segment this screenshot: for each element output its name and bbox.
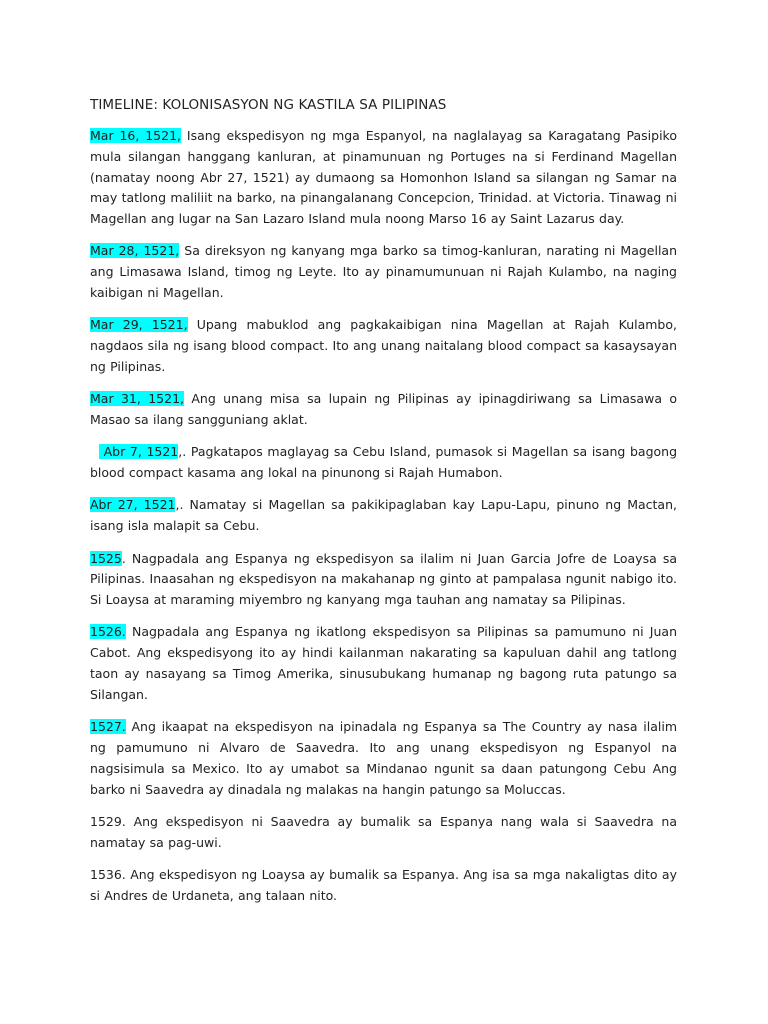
- entry-text: Sa direksyon ng kanyang mga barko sa timog-kanluran, narating ni Magellan ang Limasawa Island, timog ng Leyte. Ito ay pinamumunuan ni Rajah Kulambo, na naging kaibigan ni Magellan.: [90, 243, 678, 301]
- timeline-entry: [90, 315, 677, 377]
- entry-text: ,. Pagkatapos maglayag sa Cebu Island, pumasok si Magellan sa isang bagong blood compact kasama ang lokal na pinunong si Rajah Humabon.: [90, 444, 678, 481]
- entry-text: Nagpadala ang Espanya ng ikatlong ekspedisyon sa Pilipinas sa pamumuno ni Juan Cabot. Ang ekspedisyong ito ay hindi kailanman nakarating sa kapuluan dahil ang tatlong taon ay nasayang sa Timog Amerika, sinusubukang humanap ng bagong ruta patungo sa Silangan.: [90, 624, 677, 702]
- entry-date-highlight: Mar 16, 1521,: [90, 128, 182, 143]
- timeline-entry: [90, 865, 677, 907]
- entry-date-highlight: Mar 29, 1521,: [90, 317, 188, 333]
- timeline-entry: [90, 622, 677, 705]
- timeline-entry: [90, 717, 677, 800]
- entry-date-highlight: Mar 31, 1521,: [90, 391, 184, 407]
- document-page: [90, 94, 677, 918]
- entry-text: . Nagpadala ang Espanya ng ekspedisyon sa ilalim ni Juan Garcia Jofre de Loaysa sa Pilipinas. Inaasahan ng ekspedisyon na makahanap ng ginto at pampalasa ngunit nabigo ito. Si Loaysa at maraming miyembro ng kanyang mga tauhan ang namatay sa Pilipinas.: [90, 550, 677, 608]
- entry-leading-space: [90, 444, 99, 459]
- entry-date-highlight: 1527.: [90, 719, 126, 735]
- entry-date-highlight: Abr 27, 1521: [90, 497, 176, 513]
- entry-date-highlight: Mar 28, 1521,: [90, 243, 180, 259]
- entry-text: Ang unang misa sa lupain ng Pilipinas ay ipinagdiriwang sa Limasawa o Masao sa ilang sangguniang aklat.: [90, 391, 677, 428]
- timeline-entry: [90, 549, 677, 611]
- entry-date-highlight: 1525: [90, 550, 122, 566]
- timeline-entry: [90, 495, 677, 537]
- entry-text: 1529. Ang ekspedisyon ni Saavedra ay bumalik sa Espanya nang wala si Saavedra na namatay sa pag-uwi.: [90, 813, 677, 850]
- document-title: TIMELINE: KOLONISASYON NG KASTILA SA PILIPINAS: [90, 97, 447, 113]
- timeline-entry: [90, 812, 677, 854]
- entry-date-highlight: 1526.: [90, 624, 126, 640]
- entry-date-highlight: Abr 7, 1521: [98, 444, 179, 460]
- timeline-entry: [90, 389, 677, 431]
- entry-text: Isang ekspedisyon ng mga Espanyol, na naglalayag sa Karagatang Pasipiko mula silangan hanggang kanluran, at pinamunuan ng Portuges na si Ferdinand Magellan (namatay noong Abr 27, 1521) ay dumaong sa Homonhon Island sa silangan ng Samar na may tatlong maliliit na barko, na pinangalanang Concepcion, Trinidad. at Victoria. Tinawag ni Magellan ang lugar na San Lazaro Island mula noong Marso 16 ay Saint Lazarus day.: [90, 128, 677, 227]
- timeline-entry: [90, 442, 677, 484]
- entry-text: 1536. Ang ekspedisyon ng Loaysa ay bumalik sa Espanya. Ang isa sa mga nakaligtas dito ay si Andres de Urdaneta, ang talaan nito.: [90, 866, 677, 903]
- entry-text: Ang ikaapat na ekspedisyon na ipinadala ng Espanya sa The Country ay nasa ilalim ng pamumuno ni Alvaro de Saavedra. Ito ang unang ekspedisyon ng Espanyol na nagsisimula sa Mexico. Ito ay umabot sa Mindanao ngunit sa daan patungong Cebu Ang barko ni Saavedra ay dinadala ng malakas na hangin patungo sa Moluccas.: [90, 719, 677, 797]
- timeline-entry: [90, 241, 677, 303]
- timeline-entry: [90, 126, 677, 230]
- entry-text: Upang mabuklod ang pagkakaibigan nina Magellan at Rajah Kulambo, nagdaos sila ng isang blood compact. Ito ang unang naitalang blood compact sa kasaysayan ng Pilipinas.: [90, 317, 677, 374]
- entry-text: ,. Namatay si Magellan sa pakikipaglaban kay Lapu-Lapu, pinuno ng Mactan, isang isla malapit sa Cebu.: [90, 497, 677, 534]
